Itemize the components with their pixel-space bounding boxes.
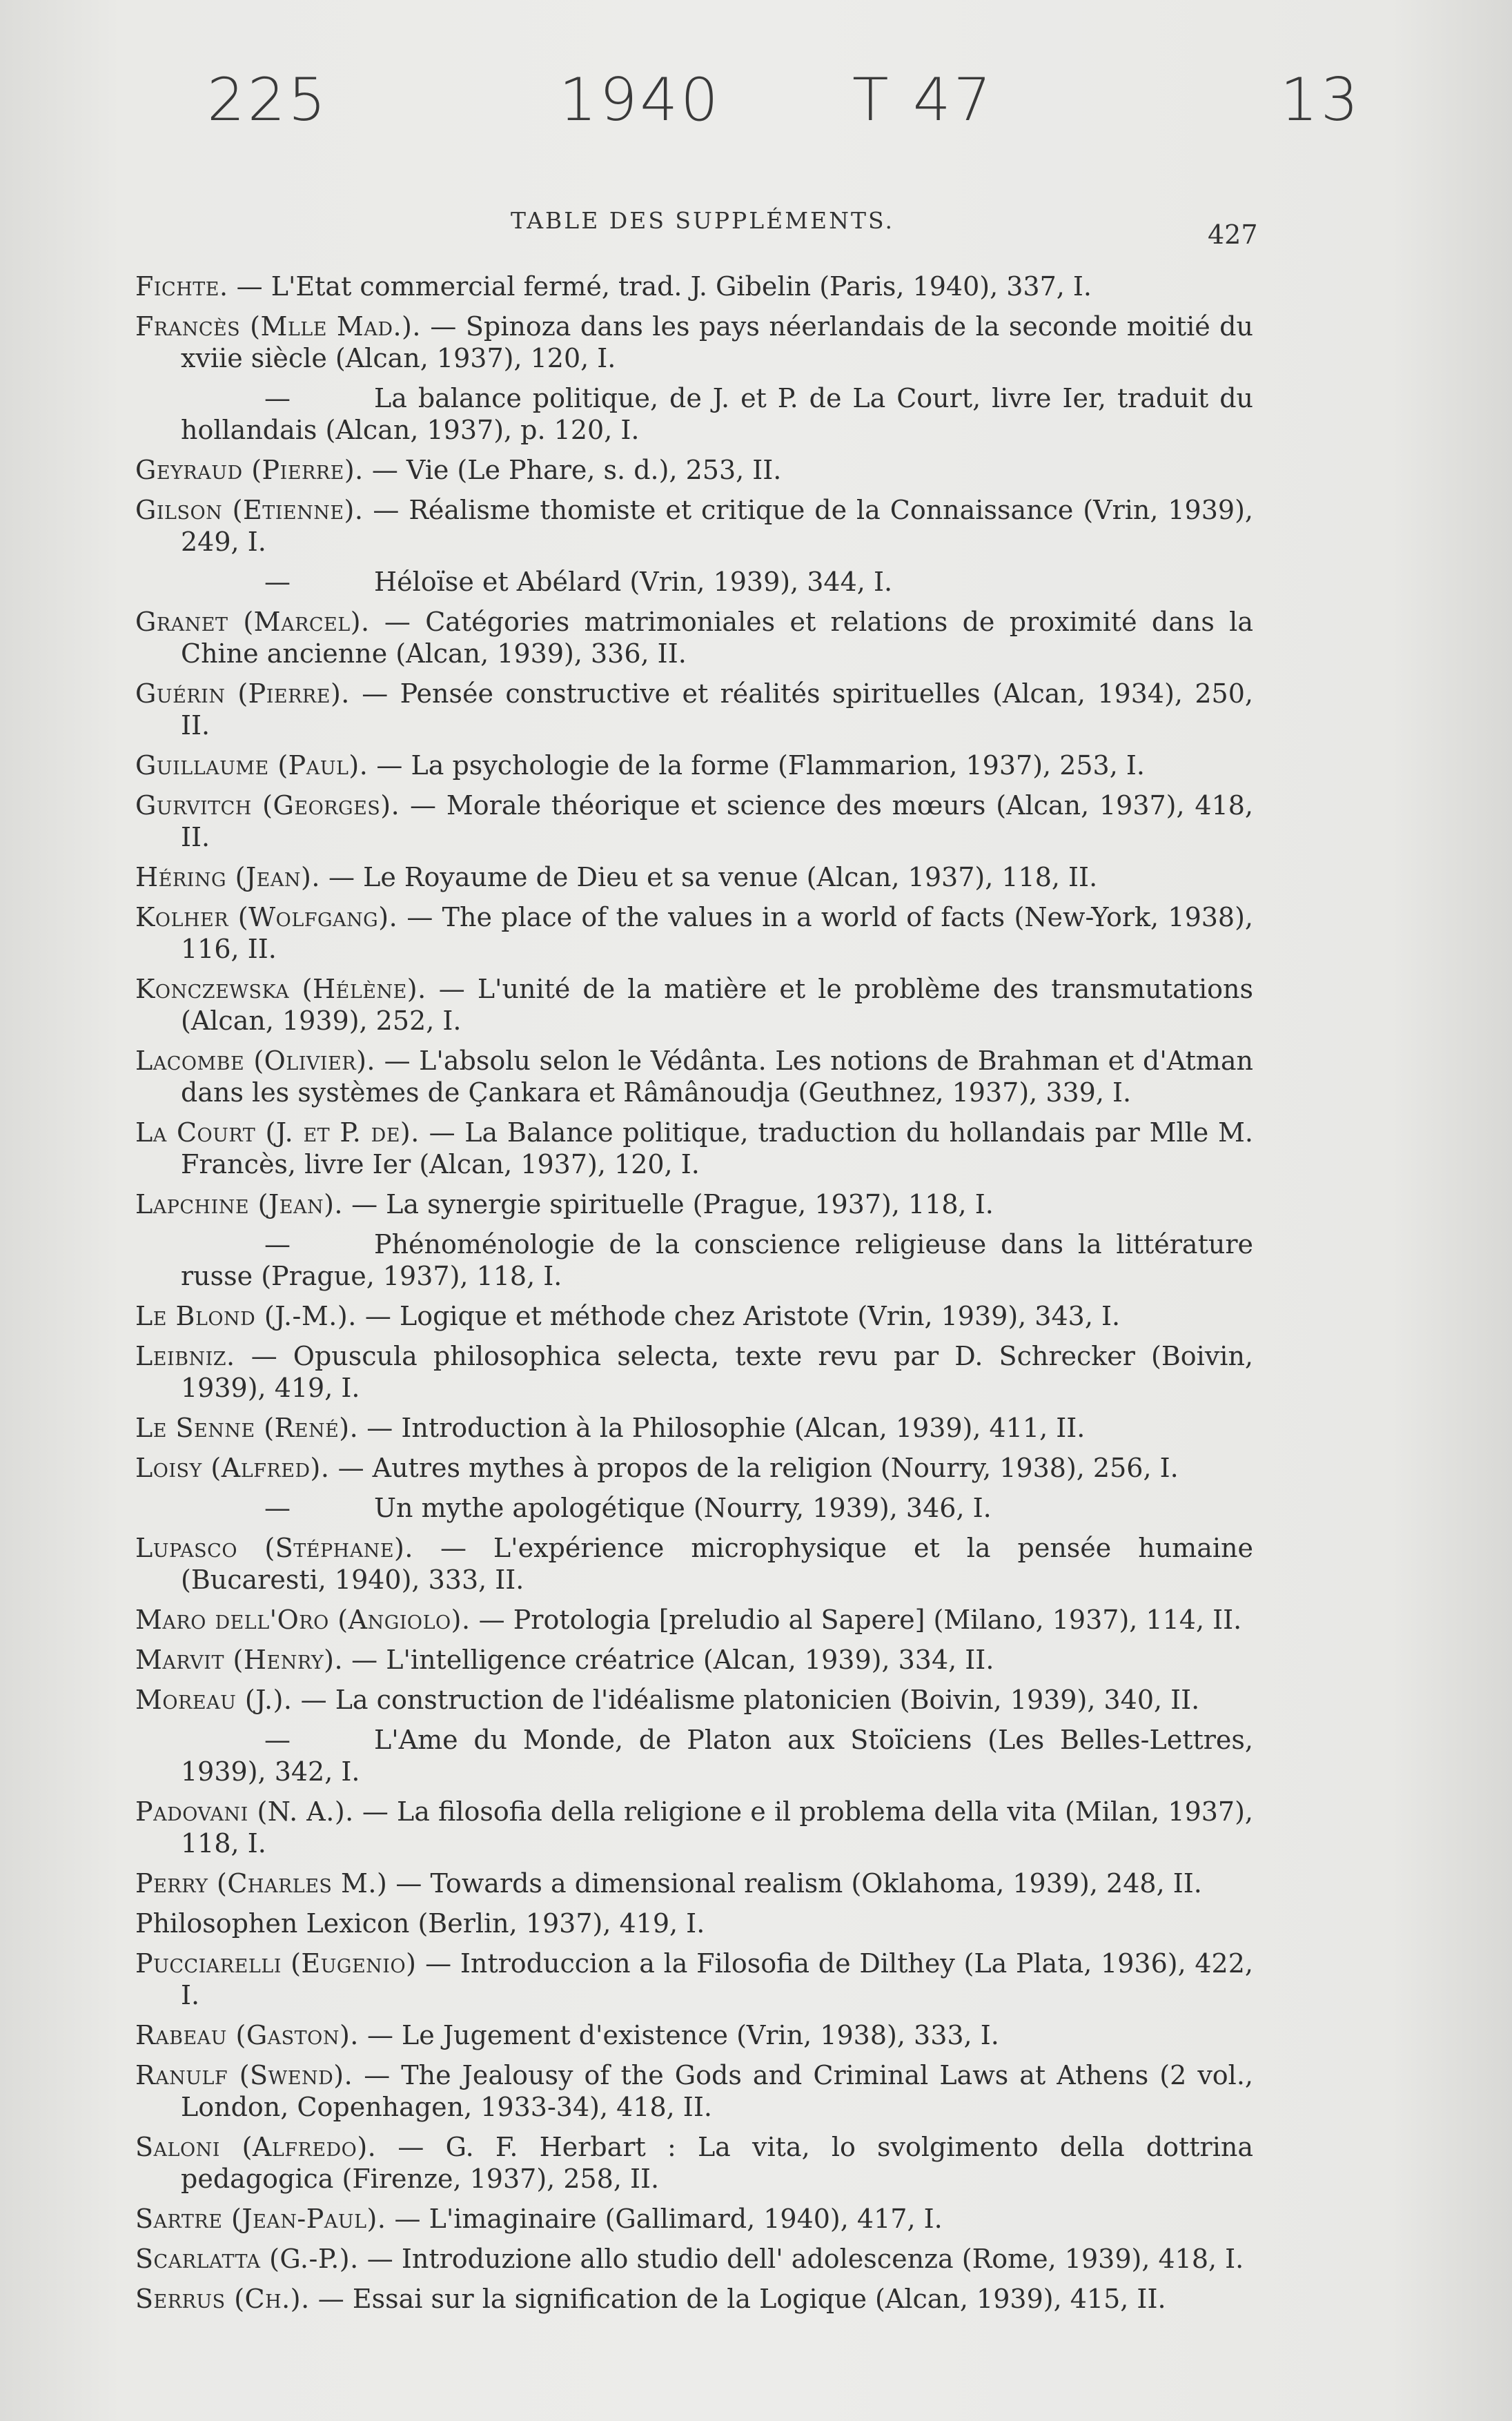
entry-author: Lupasco (Stéphane). [135, 1533, 413, 1563]
entry-text: — La construction de l'idéalisme platonicien (Boivin, 1939), 340, II. [300, 1685, 1200, 1715]
entry-ditto-dash: — [264, 383, 291, 413]
bibliography-entry [135, 494, 1253, 558]
entry-text: — L'absolu selon le Védânta. Les notions de Brahman et d'Atman dans les systèmes de Çankara et Râmânoudja (Geuthnez, 1937), 339, I. [181, 1046, 1253, 1108]
entry-text: La balance politique, de J. et P. de La Court, livre Ier, traduit du hollandais (Alcan, 1937), p. 120, I. [181, 383, 1253, 445]
handwritten-note-4: 13 [1280, 66, 1362, 135]
entry-author: Rabeau (Gaston). [135, 2020, 359, 2050]
bibliography-entry [135, 1340, 1253, 1404]
entry-text: — La synergie spirituelle (Prague, 1937), 118, I. [351, 1189, 994, 1219]
entry-text: — Introduccion a la Filosofia de Dilthey (La Plata, 1936), 422, I. [181, 1948, 1253, 2010]
bibliography-entry [135, 2283, 1253, 2315]
entry-ditto-dash: — [264, 1229, 291, 1259]
entry-author: Maro dell'Oro (Angiolo). [135, 1605, 471, 1635]
bibliography-entry [135, 1188, 1253, 1220]
entry-author: Serrus (Ch.). [135, 2284, 310, 2314]
bibliography-entry [135, 1228, 1253, 1292]
entry-text: Héloïse et Abélard (Vrin, 1939), 344, I. [374, 567, 893, 597]
entry-author: Marvit (Henry). [135, 1645, 344, 1675]
bibliography-entry [135, 1492, 1253, 1524]
entry-author: Pucciarelli (Eugenio) [135, 1948, 417, 1979]
bibliography-entry [135, 1532, 1253, 1596]
entry-author: Le Senne (René). [135, 1413, 359, 1443]
handwritten-note-2: 1940 [559, 66, 721, 135]
entry-author: Francès (Mlle Mad.). [135, 311, 421, 342]
entry-text: — The place of the values in a world of facts (New-York, 1938), 116, II. [181, 902, 1253, 964]
entry-author: Geyraud (Pierre). [135, 455, 364, 485]
entry-text: — Introduction à la Philosophie (Alcan, 1939), 411, II. [366, 1413, 1086, 1443]
bibliography-entry [135, 2131, 1253, 2195]
bibliography-entry [135, 271, 1253, 302]
entry-author: Héring (Jean). [135, 862, 320, 892]
entry-text: — La filosofia della religione e il problema della vita (Milan, 1937), 118, I. [181, 1796, 1254, 1859]
entry-text: — Morale théorique et science des mœurs (Alcan, 1937), 418, II. [181, 790, 1254, 852]
entry-ditto-dash: — [264, 567, 291, 597]
entry-text: — Autres mythes à propos de la religion (Nourry, 1938), 256, I. [337, 1453, 1179, 1483]
bibliography-entry [135, 1452, 1253, 1484]
bibliography-entry [135, 1604, 1253, 1636]
entry-ditto-dash: — [264, 1725, 291, 1755]
entry-text: — Logique et méthode chez Aristote (Vrin, 1939), 343, I. [364, 1301, 1121, 1331]
entry-ditto-dash: — [264, 1493, 291, 1523]
entry-author: Konczewska (Hélène). [135, 974, 426, 1004]
entry-text: Phénoménologie de la conscience religieuse dans la littérature russe (Prague, 1937), 118, I. [181, 1229, 1253, 1291]
entry-author: Granet (Marcel). [135, 607, 370, 637]
bibliography-entry [135, 2019, 1253, 2051]
entry-author: Lacombe (Olivier). [135, 1046, 375, 1076]
bibliography-entry [135, 973, 1253, 1037]
entry-author: Le Blond (J.-M.). [135, 1301, 357, 1331]
entry-author: Padovani (N. A.). [135, 1796, 354, 1827]
entry-author: La Court (J. et P. de). [135, 1117, 420, 1148]
entry-author: Fichte. [135, 271, 228, 302]
entry-author: Perry (Charles M.) [135, 1868, 388, 1899]
entry-text: — La Balance politique, traduction du hollandais par Mlle M. Francès, livre Ier (Alcan, 1937), 120, I. [181, 1117, 1253, 1179]
entry-author: Kolher (Wolfgang). [135, 902, 398, 932]
entry-author: Guérin (Pierre). [135, 678, 350, 709]
entry-text: L'Ame du Monde, de Platon aux Stoïciens (Les Belles-Lettres, 1939), 342, I. [181, 1725, 1253, 1787]
entry-text: — G. F. Herbart : La vita, lo svolgimento della dottrina pedagogica (Firenze, 1937), 258, II. [181, 2132, 1253, 2194]
entry-text: — Le Jugement d'existence (Vrin, 1938), 333, I. [366, 2020, 999, 2050]
bibliography-entry [135, 1412, 1253, 1444]
entry-text: — Vie (Le Phare, s. d.), 253, II. [371, 455, 782, 485]
bibliography-entry [135, 1724, 1253, 1787]
bibliography-entry [135, 678, 1253, 741]
bibliography-entry [135, 861, 1253, 893]
bibliography-entry [135, 454, 1253, 486]
entry-text: — Catégories matrimoniales et relations de proximité dans la Chine ancienne (Alcan, 1939), 336, II. [181, 607, 1253, 669]
bibliography-entry [135, 2059, 1253, 2123]
running-head: TABLE DES SUPPLÉMENTS. [511, 207, 894, 234]
entry-author: Sartre (Jean-Paul). [135, 2204, 386, 2234]
bibliography-entry [135, 1868, 1253, 1899]
bibliography-entry [135, 1045, 1253, 1108]
entry-text: — Pensée constructive et réalités spirituelles (Alcan, 1934), 250, II. [181, 678, 1253, 741]
entry-text: Un mythe apologétique (Nourry, 1939), 346, I. [374, 1493, 992, 1523]
entry-text: — Protologia [preludio al Sapere] (Milano, 1937), 114, II. [478, 1605, 1242, 1635]
entry-author: Ranulf (Swend). [135, 2060, 353, 2090]
entry-text: — Essai sur la signification de la Logique (Alcan, 1939), 415, II. [317, 2284, 1166, 2314]
entry-text: — Opuscula philosophica selecta, texte revu par D. Schrecker (Boivin, 1939), 419, I. [181, 1341, 1253, 1403]
handwritten-note-1: 225 [207, 66, 329, 135]
entry-author: Leibniz. [135, 1341, 235, 1371]
entry-author: Gilson (Etienne). [135, 495, 364, 525]
entry-author: Scarlatta (G.-P.). [135, 2244, 359, 2274]
bibliography-entry [135, 790, 1253, 853]
entry-text: — Introduzione allo studio dell' adolescenza (Rome, 1939), 418, I. [366, 2244, 1244, 2274]
entry-text: — Réalisme thomiste et critique de la Connaissance (Vrin, 1939), 249, I. [181, 495, 1253, 557]
bibliography-entry [135, 2203, 1253, 2235]
bibliography-entry [135, 1796, 1253, 1859]
entry-text: — L'imaginaire (Gallimard, 1940), 417, I. [394, 2204, 943, 2234]
bibliography-entry [135, 1908, 1253, 1939]
entry-text: — The Jealousy of the Gods and Criminal Laws at Athens (2 vol., London, Copenhagen, 1933-34), 418, II. [181, 2060, 1253, 2122]
bibliography-entry [135, 1300, 1253, 1332]
entry-author: Moreau (J.). [135, 1685, 293, 1715]
entry-text: — Le Royaume de Dieu et sa venue (Alcan, 1937), 118, II. [328, 862, 1098, 892]
bibliography-entry [135, 566, 1253, 598]
handwritten-note-3: T 47 [852, 66, 994, 135]
bibliography-entry [135, 901, 1253, 965]
entry-text: — Spinoza dans les pays néerlandais de la seconde moitié du xviie siècle (Alcan, 1937), 120, I. [181, 311, 1253, 373]
entry-text: — La psychologie de la forme (Flammarion, 1937), 253, I. [376, 750, 1145, 781]
entry-text: Philosophen Lexicon (Berlin, 1937), 419, I. [135, 1908, 705, 1939]
bibliography-entry [135, 749, 1253, 781]
bibliography-entry [135, 311, 1253, 374]
entry-author: Lapchine (Jean). [135, 1189, 343, 1219]
entry-text: — L'unité de la matière et le problème des transmutations (Alcan, 1939), 252, I. [181, 974, 1253, 1036]
bibliography-entry [135, 1948, 1253, 2011]
bibliography-entry [135, 1644, 1253, 1676]
page-number: 427 [1208, 219, 1258, 250]
entry-text: — Towards a dimensional realism (Oklahoma, 1939), 248, II. [395, 1868, 1202, 1899]
bibliography-entry [135, 382, 1253, 446]
entry-author: Saloni (Alfredo). [135, 2132, 377, 2162]
bibliography-entry [135, 1684, 1253, 1716]
entry-author: Gurvitch (Georges). [135, 790, 400, 821]
bibliography-entry [135, 606, 1253, 669]
bibliography-entry [135, 1117, 1253, 1180]
entry-text: — L'Etat commercial fermé, trad. J. Gibelin (Paris, 1940), 337, I. [236, 271, 1092, 302]
entry-text: — L'expérience microphysique et la pensée humaine (Bucaresti, 1940), 333, II. [181, 1533, 1253, 1595]
entry-author: Guillaume (Paul). [135, 750, 369, 781]
entries-list [135, 271, 1253, 2323]
entry-author: Loisy (Alfred). [135, 1453, 330, 1483]
entry-text: — L'intelligence créatrice (Alcan, 1939), 334, II. [351, 1645, 994, 1675]
bibliography-entry [135, 2243, 1253, 2275]
